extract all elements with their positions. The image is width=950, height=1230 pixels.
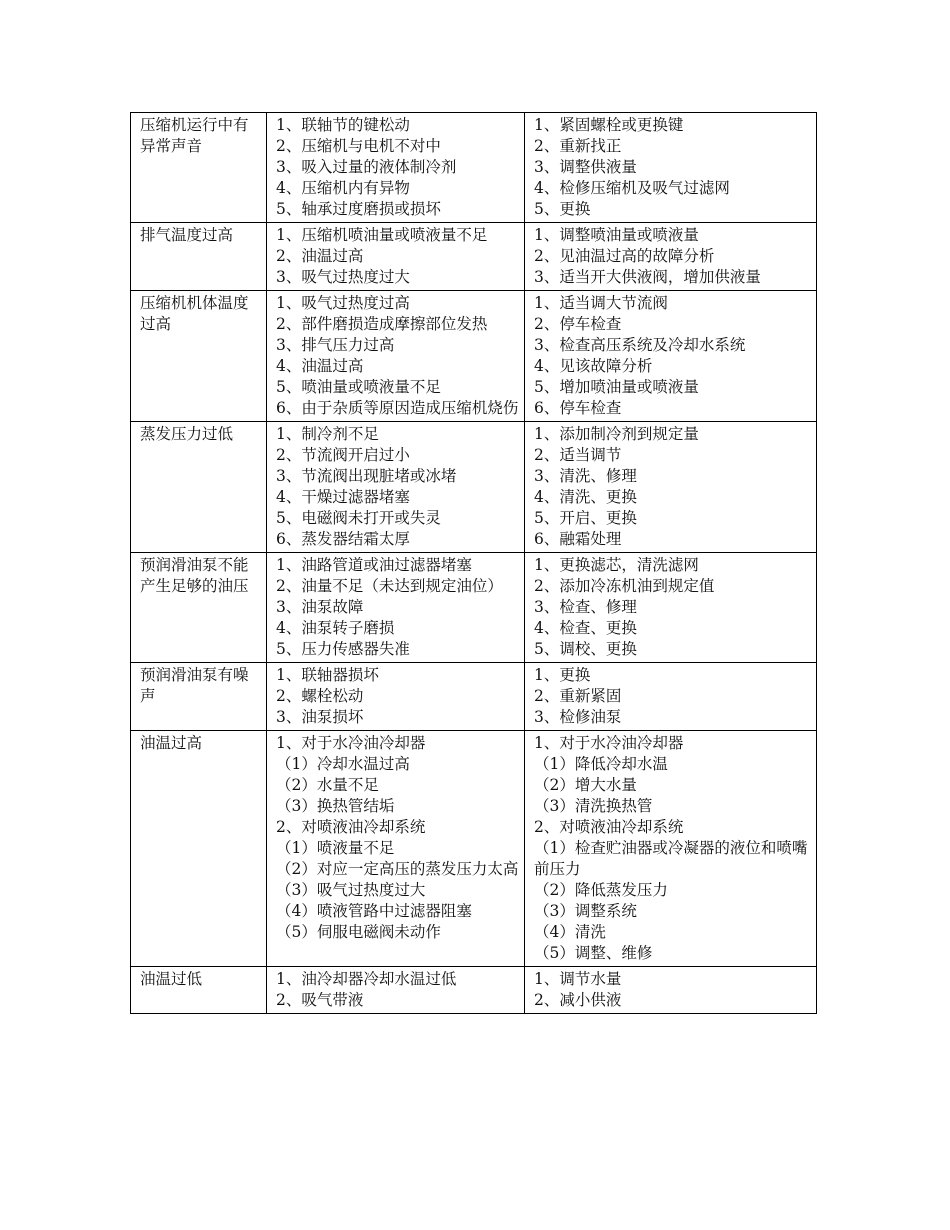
table-row bbox=[131, 113, 817, 223]
table-row bbox=[131, 553, 817, 663]
cause-subitem: （1）冷却水温过高 bbox=[276, 755, 410, 773]
cause-item: 5、电磁阀未打开或失灵 bbox=[276, 509, 441, 527]
remedy-item: 1、对于水冷油冷却器 bbox=[534, 734, 684, 752]
cause-item: 3、排气压力过高 bbox=[276, 336, 395, 354]
remedy-item: 6、停车检查 bbox=[534, 399, 622, 417]
cause-item: 3、油泵损坏 bbox=[276, 708, 364, 726]
cause-item: 5、压力传感器失准 bbox=[276, 640, 410, 658]
remedy-item: 2、见油温过高的故障分析 bbox=[534, 247, 715, 265]
remedy-item: 4、清洗、更换 bbox=[534, 488, 637, 506]
cause-item: 1、对于水冷油冷却器 bbox=[276, 734, 426, 752]
fault-text: 预润滑油泵不能产生足够的油压 bbox=[140, 556, 249, 595]
cause-item: 1、油冷却器冷却水温过低 bbox=[276, 970, 457, 988]
cause-item: 2、油温过高 bbox=[276, 247, 364, 265]
remedy-item: 2、适当调节 bbox=[534, 446, 622, 464]
cause-item: 2、螺栓松动 bbox=[276, 687, 364, 705]
cause-item: 6、蒸发器结霜太厚 bbox=[276, 530, 410, 548]
cause-item: 2、部件磨损造成摩擦部位发热 bbox=[276, 315, 488, 333]
remedies-cell bbox=[525, 553, 817, 663]
causes-cell bbox=[267, 663, 525, 731]
remedy-subitem: （1）检查贮油器或冷凝器的液位和喷嘴前压力 bbox=[534, 839, 808, 878]
remedy-item: 6、融霜处理 bbox=[534, 530, 622, 548]
fault-cell bbox=[131, 291, 267, 422]
table-row bbox=[131, 223, 817, 291]
cause-item: 5、轴承过度磨损或损坏 bbox=[276, 200, 441, 218]
causes-cell bbox=[267, 967, 525, 1014]
remedy-item: 4、检修压缩机及吸气过滤网 bbox=[534, 179, 730, 197]
cause-item: 2、节流阀开启过小 bbox=[276, 446, 410, 464]
causes-cell bbox=[267, 291, 525, 422]
cause-item: 1、吸气过热度过高 bbox=[276, 294, 410, 312]
remedy-item: 4、见该故障分析 bbox=[534, 357, 653, 375]
remedy-subitem: （3）调整系统 bbox=[534, 902, 637, 920]
cause-item: 6、由于杂质等原因造成压缩机烧伤 bbox=[276, 399, 519, 417]
table-row bbox=[131, 663, 817, 731]
remedy-item: 2、重新紧固 bbox=[534, 687, 622, 705]
remedy-item: 2、添加冷冻机油到规定值 bbox=[534, 577, 715, 595]
remedy-item: 1、添加制冷剂到规定量 bbox=[534, 425, 699, 443]
remedy-item: 3、调整供液量 bbox=[534, 158, 637, 176]
remedy-item: 5、调校、更换 bbox=[534, 640, 637, 658]
fault-cell bbox=[131, 422, 267, 553]
remedy-item: 2、对喷液油冷却系统 bbox=[534, 818, 684, 836]
remedy-subitem: （3）清洗换热管 bbox=[534, 797, 653, 815]
fault-cell bbox=[131, 223, 267, 291]
cause-item: 2、对喷液油冷却系统 bbox=[276, 818, 426, 836]
fault-text: 压缩机机体温度过高 bbox=[140, 294, 249, 333]
cause-subitem: （4）喷液管路中过滤器阻塞 bbox=[276, 902, 472, 920]
remedy-item: 1、适当调大节流阀 bbox=[534, 294, 668, 312]
remedies-cell bbox=[525, 967, 817, 1014]
remedy-item: 5、更换 bbox=[534, 200, 591, 218]
table-row bbox=[131, 422, 817, 553]
remedy-item: 4、检查、更换 bbox=[534, 619, 637, 637]
remedy-item: 3、检查高压系统及冷却水系统 bbox=[534, 336, 746, 354]
table-row bbox=[131, 731, 817, 967]
fault-cell bbox=[131, 553, 267, 663]
cause-item: 3、吸气过热度过大 bbox=[276, 268, 410, 286]
fault-cell bbox=[131, 967, 267, 1014]
cause-item: 1、压缩机喷油量或喷液量不足 bbox=[276, 226, 488, 244]
remedies-cell bbox=[525, 291, 817, 422]
cause-item: 3、节流阀出现脏堵或冰堵 bbox=[276, 467, 457, 485]
fault-text: 油温过低 bbox=[140, 970, 203, 988]
cause-item: 1、联轴器损坏 bbox=[276, 666, 379, 684]
causes-cell bbox=[267, 553, 525, 663]
table-row bbox=[131, 291, 817, 422]
remedy-item: 5、增加喷油量或喷液量 bbox=[534, 378, 699, 396]
remedies-cell bbox=[525, 113, 817, 223]
cause-item: 3、吸入过量的液体制冷剂 bbox=[276, 158, 457, 176]
causes-cell bbox=[267, 113, 525, 223]
cause-item: 2、吸气带液 bbox=[276, 991, 364, 1009]
remedy-subitem: （4）清洗 bbox=[534, 923, 606, 941]
remedy-subitem: （2）增大水量 bbox=[534, 776, 637, 794]
remedy-item: 2、重新找正 bbox=[534, 137, 622, 155]
cause-subitem: （2）对应一定高压的蒸发压力太高 bbox=[276, 860, 519, 878]
cause-item: 1、联轴节的键松动 bbox=[276, 116, 410, 134]
remedy-item: 3、检查、修理 bbox=[534, 598, 637, 616]
remedies-cell bbox=[525, 223, 817, 291]
fault-cell bbox=[131, 663, 267, 731]
cause-item: 1、制冷剂不足 bbox=[276, 425, 379, 443]
remedy-subitem: （5）调整、维修 bbox=[534, 944, 653, 962]
cause-item: 2、压缩机与电机不对中 bbox=[276, 137, 441, 155]
cause-subitem: （2）水量不足 bbox=[276, 776, 379, 794]
cause-item: 3、油泵故障 bbox=[276, 598, 364, 616]
remedy-item: 1、更换 bbox=[534, 666, 591, 684]
fault-table bbox=[130, 112, 817, 1014]
fault-cell bbox=[131, 113, 267, 223]
cause-item: 4、压缩机内有异物 bbox=[276, 179, 410, 197]
remedy-item: 1、调整喷油量或喷液量 bbox=[534, 226, 699, 244]
cause-item: 2、油量不足（未达到规定油位） bbox=[276, 577, 503, 595]
fault-text: 压缩机运行中有异常声音 bbox=[140, 116, 249, 155]
table-row bbox=[131, 967, 817, 1014]
remedy-item: 3、清洗、修理 bbox=[534, 467, 637, 485]
remedy-item: 3、检修油泵 bbox=[534, 708, 622, 726]
causes-cell bbox=[267, 422, 525, 553]
fault-text: 预润滑油泵有噪声 bbox=[140, 666, 249, 705]
cause-item: 1、油路管道或油过滤器堵塞 bbox=[276, 556, 472, 574]
cause-subitem: （3）吸气过热度过大 bbox=[276, 881, 426, 899]
remedy-item: 2、减小供液 bbox=[534, 991, 622, 1009]
remedy-item: 1、调节水量 bbox=[534, 970, 622, 988]
remedies-cell bbox=[525, 731, 817, 967]
cause-subitem: （1）喷液量不足 bbox=[276, 839, 395, 857]
remedy-item: 3、适当开大供液阀，增加供液量 bbox=[534, 268, 761, 286]
causes-cell bbox=[267, 731, 525, 967]
fault-text: 排气温度过高 bbox=[140, 226, 234, 244]
remedies-cell bbox=[525, 422, 817, 553]
cause-item: 4、油泵转子磨损 bbox=[276, 619, 395, 637]
remedy-item: 5、开启、更换 bbox=[534, 509, 637, 527]
cause-item: 4、油温过高 bbox=[276, 357, 364, 375]
fault-text: 油温过高 bbox=[140, 734, 203, 752]
remedy-item: 1、紧固螺栓或更换键 bbox=[534, 116, 684, 134]
cause-subitem: （5）伺服电磁阀未动作 bbox=[276, 923, 441, 941]
remedy-item: 1、更换滤芯，清洗滤网 bbox=[534, 556, 699, 574]
causes-cell bbox=[267, 223, 525, 291]
fault-text: 蒸发压力过低 bbox=[140, 425, 234, 443]
fault-cell bbox=[131, 731, 267, 967]
remedy-subitem: （2）降低蒸发压力 bbox=[534, 881, 668, 899]
cause-item: 4、干燥过滤器堵塞 bbox=[276, 488, 410, 506]
cause-subitem: （3）换热管结垢 bbox=[276, 797, 395, 815]
cause-item: 5、喷油量或喷液量不足 bbox=[276, 378, 441, 396]
remedy-subitem: （1）降低冷却水温 bbox=[534, 755, 668, 773]
remedy-item: 2、停车检查 bbox=[534, 315, 622, 333]
remedies-cell bbox=[525, 663, 817, 731]
